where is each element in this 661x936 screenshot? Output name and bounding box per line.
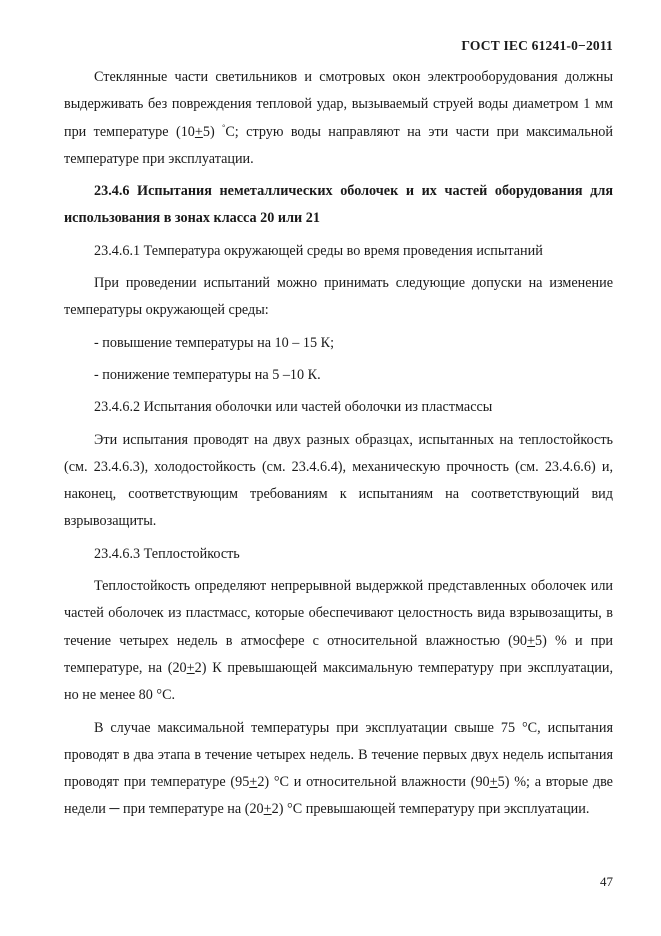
tolerance-paragraph: При проведении испытаний можно принимать следующие допуски на изменение температуры окружающей среды: [64,275,613,319]
subsection-title-23-4-6-1: 23.4.6.1 Температура окружающей среды во время проведения испытаний [94,242,543,259]
subsection-title-23-4-6-2: 23.4.6.2 Испытания оболочки или частей оболочки из пластмассы [94,399,493,416]
high-temperature-test-paragraph: В случае максимальной температуры при эксплуатации свыше 75 °С, испытания проводят в два этапа в течение четырех недель. В течение первых двух недель испытания проводят при температуре (95+2) °С и относительной влажности (90+5) %; а вторые две недели ─ при температуре на (20+2) °С превышающей температуру при эксплуатации. [64,719,613,818]
subsection-title-23-4-6-3: 23.4.6.3 Теплостойкость [94,545,240,562]
page-body [64,64,614,824]
plastic-enclosure-tests-paragraph: Эти испытания проводят на двух разных образцах, испытанных на теплостойкость (см. 23.4.6.3), холодостойкость (см. 23.4.6.4), механическую прочность (см. 23.4.6.6) и, наконец, соответствующим требованиям к испытаниям на соответствующий вид взрывозащиты. [64,431,613,530]
glass-parts-paragraph: Стеклянные части светильников и смотровых окон электрооборудования должны выдерживать без повреждения тепловой удар, вызываемый струей воды диаметром 1 мм при температуре (10+5) °С; струю воды направляют на эти части при максимальной температуре при эксплуатации. [64,69,613,167]
section-title-23-4-6: 23.4.6 Испытания неметаллических оболочек и их частей оборудования для использования в зонах класса 20 или 21 [64,183,613,227]
list-item-temperature-increase: - повышение температуры на 10 – 15 К; [94,334,335,351]
list-item-temperature-decrease: - понижение температуры на 5 –10 К. [94,366,321,383]
page-number: 47 [600,874,613,889]
heat-resistance-paragraph: Теплостойкость определяют непрерывной выдержкой представленных оболочек или частей оболочек из пластмасс, которые обеспечивают целостность вида взрывозащиты, в течение четырех недель в атмосфере с относительной влажностью (90+5) % и при температуре, на (20+2) К превышающей максимальную температуру при эксплуатации, но не менее 80 °С. [64,578,614,704]
document-code-header: ГОСТ IEC 61241-0−2011 [461,38,613,53]
